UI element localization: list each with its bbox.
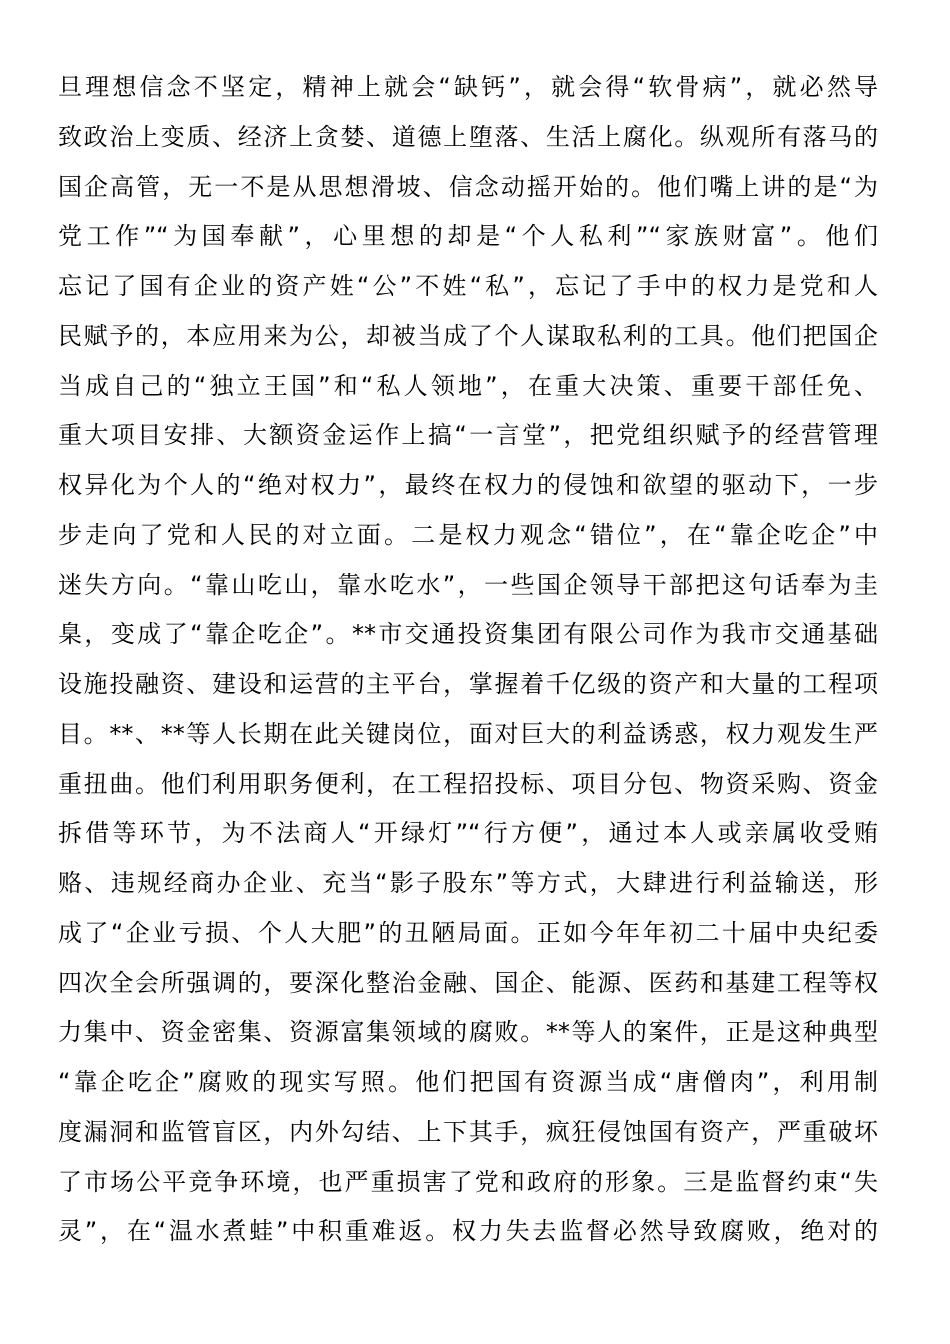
text-line: 步走向了党和人民的对立面。二是权力观念“错位”，在“靠企吃企”中 [58, 520, 878, 549]
text-line: 赂、违规经商办企业、充当“影子股东”等方式，大肆进行利益输送，形 [58, 869, 878, 897]
text-line: 拆借等环节，为不法商人“开绿灯”“行方便”，通过本人或亲属收受贿 [58, 819, 878, 848]
text-line: 成了“企业亏损、个人大肥”的丑陋局面。正如今年年初二十届中央纪委 [58, 918, 878, 947]
text-line: 了市场公平竞争环境，也严重损害了党和政府的形象。三是监督约束“失 [58, 1167, 878, 1196]
text-line: 四次全会所强调的，要深化整治金融、国企、能源、医药和基建工程等权 [58, 968, 878, 997]
text-line: 目。**、**等人长期在此关键岗位，面对巨大的利益诱惑，权力观发生严 [58, 719, 878, 748]
text-line: 忘记了国有企业的资产姓“公”不姓“私”，忘记了手中的权力是党和人 [58, 272, 878, 300]
text-line: 设施投融资、建设和运营的主平台，掌握着千亿级的资产和大量的工程项 [58, 670, 878, 698]
text-line: 国企高管，无一不是从思想滑坡、信念动摇开始的。他们嘴上讲的是“为 [58, 172, 878, 201]
text-line: “靠企吃企”腐败的现实写照。他们把国有资源当成“唐僧肉”，利用制 [58, 1068, 878, 1096]
text-line: 重大项目安排、大额资金运作上搞“一言堂”，把党组织赋予的经营管理 [58, 421, 878, 450]
text-line: 重扭曲。他们利用职务便利，在工程招投标、项目分包、物资采购、资金 [58, 769, 878, 798]
text-line: 度漏洞和监管盲区，内外勾结、上下其手，疯狂侵蚀国有资产，严重破坏 [58, 1117, 878, 1146]
text-line: 当成自己的“独立王国”和“私人领地”，在重大决策、重要干部任免、 [58, 371, 878, 400]
text-line: 力集中、资金密集、资源富集领域的腐败。**等人的案件，正是这种典型 [58, 1018, 878, 1047]
text-line: 权异化为个人的“绝对权力”，最终在权力的侵蚀和欲望的驱动下，一步 [58, 471, 878, 499]
text-line: 致政治上变质、经济上贪婪、道德上堕落、生活上腐化。纵观所有落马的 [58, 122, 878, 151]
text-line: 迷失方向。“靠山吃山，靠水吃水”，一些国企领导干部把这句话奉为圭 [58, 570, 878, 599]
body-paragraph [58, 63, 878, 1257]
text-line: 党工作”“为国奉献”，心里想的却是“个人私利”“家族财富”。他们 [58, 222, 878, 251]
text-line: 臬，变成了“靠企吃企”。**市交通投资集团有限公司作为我市交通基础 [58, 620, 878, 649]
text-line: 灵”，在“温水煮蛙”中积重难返。权力失去监督必然导致腐败，绝对的 [58, 1217, 878, 1246]
text-line: 旦理想信念不坚定，精神上就会“缺钙”，就会得“软骨病”，就必然导 [58, 73, 878, 101]
text-line: 民赋予的，本应用来为公，却被当成了个人谋取私利的工具。他们把国企 [58, 321, 878, 350]
